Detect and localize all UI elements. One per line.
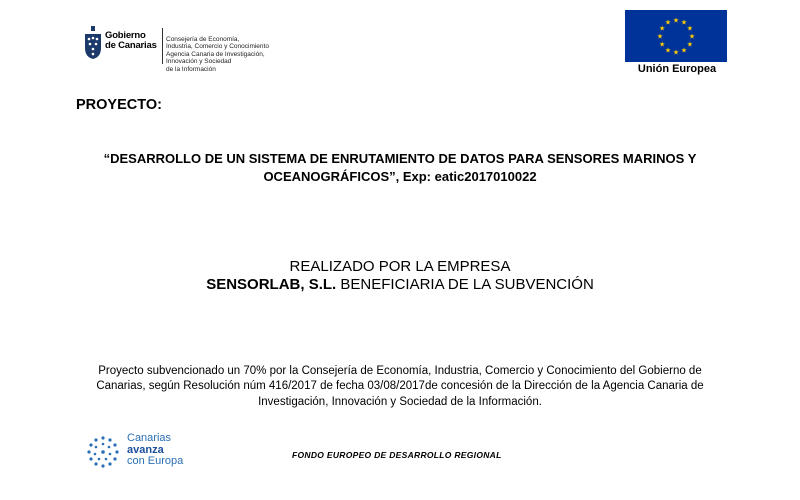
gobierno-name-line2: de Canarias [105, 40, 157, 51]
project-title-line1: “DESARROLLO DE UN SISTEMA DE ENRUTAMIENTO DE DATOS PARA SENSORES MARINOS Y [103, 151, 697, 166]
eu-star-icon: ★ [664, 19, 672, 27]
logo-divider [162, 28, 163, 64]
canarias-avanza-line3: con Europa [127, 455, 184, 467]
dotted-swirl-icon [84, 434, 122, 470]
canarias-shield-icon [83, 26, 103, 60]
eu-star-icon: ★ [664, 47, 672, 55]
eu-star-icon: ★ [686, 41, 693, 49]
eu-star-icon: ★ [656, 33, 664, 41]
eu-star-icon: ★ [659, 41, 666, 49]
project-title-line2: OCEANOGRÁFICOS”, Exp: eatic2017010022 [263, 169, 537, 184]
dept-line: Agencia Canaria de Investigación, [166, 50, 265, 58]
dept-line: de la Información [166, 65, 216, 73]
eu-star-icon: ★ [659, 25, 666, 33]
funding-line: Proyecto subvencionado un 70% por la Consejería de Economía, Industria, Comercio y Conocimiento del Gobierno de [98, 365, 702, 377]
gobierno-name [105, 31, 160, 51]
funding-line: Investigación, Innovación y Sociedad de la Información. [258, 395, 542, 408]
company-line [0, 276, 800, 293]
page-heading: PROYECTO: [76, 97, 162, 113]
realizado-text: REALIZADO POR LA EMPRESA [289, 258, 511, 275]
feder-text: FONDO EUROPEO DE DESARROLLO REGIONAL [292, 450, 502, 460]
dept-line: Industria, Comercio y Conocimiento [166, 43, 269, 51]
eu-star-icon: ★ [672, 49, 680, 57]
canarias-avanza-logo [84, 432, 214, 472]
canarias-avanza-line2: avanza [127, 443, 164, 456]
project-title [60, 150, 740, 186]
eu-logo [623, 8, 731, 74]
eu-label: Unión Europea [637, 63, 717, 75]
dept-line: Consejería de Economía, [166, 36, 240, 43]
eu-star-icon: ★ [686, 25, 693, 33]
eu-star-icon: ★ [680, 47, 688, 55]
gobierno-name-line1: Gobierno [105, 30, 146, 41]
gobierno-department [166, 36, 286, 73]
funding-statement [60, 364, 740, 410]
eu-star-icon: ★ [680, 19, 688, 27]
beneficiary-text: BENEFICIARIA DE LA SUBVENCIÓN [336, 276, 594, 293]
funding-line: Canarias, según Resolución núm 416/2017 de fecha 03/08/2017de concesión de la Dirección de la Agencia Canaria de [96, 380, 704, 393]
gobierno-canarias-logo [83, 24, 273, 78]
canarias-avanza-line1: Canarias [127, 432, 172, 444]
eu-star-icon: ★ [688, 33, 696, 41]
company-name: SENSORLAB, S.L. [206, 276, 337, 293]
eu-flag-icon [625, 10, 727, 62]
canarias-avanza-text [127, 433, 183, 468]
dept-line: Innovación y Sociedad [166, 58, 232, 66]
eu-star-icon: ★ [672, 17, 680, 25]
